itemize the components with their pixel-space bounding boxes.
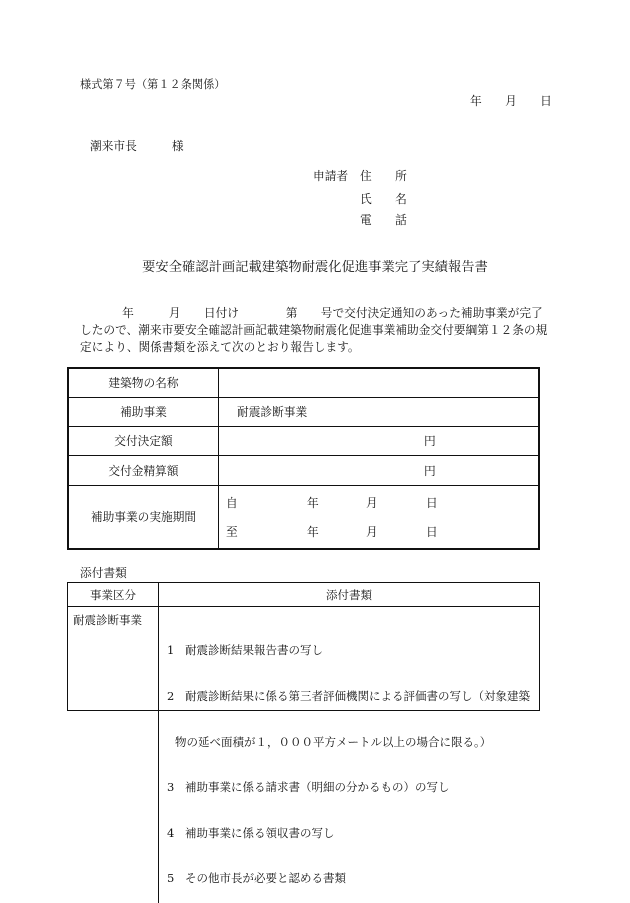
applicant-address-label: 住 所: [360, 169, 407, 183]
decided-amount-label: 交付決定額: [69, 427, 219, 456]
addressee: 潮来市長 様: [90, 139, 184, 153]
body-line: したので、潮来市要安全確認計画記載建築物耐震化促進事業補助金交付要綱第１２条の規: [80, 323, 548, 337]
list-item: [167, 643, 539, 658]
list-item-number: 5: [167, 871, 175, 886]
building-name-value: [219, 369, 538, 398]
body-line: 定により、関係書類を添えて次のとおり報告します。: [80, 340, 360, 354]
list-item-continuation: 物の延べ面積が１，０００平方メートル以上の場合に限る。）: [175, 734, 492, 749]
list-item-text: 耐震診断結果に係る第三者評価機関による評価書の写し（対象建築: [185, 689, 530, 704]
document-title: 要安全確認計画記載建築物耐震化促進事業完了実績報告書: [142, 260, 488, 275]
period-to-year: 年: [307, 525, 319, 539]
period-value: [219, 486, 538, 548]
list-item: [167, 780, 539, 795]
attachments-category: 耐震診断事業: [68, 607, 159, 903]
project-label: 補助事業: [69, 398, 219, 427]
list-item-text: 耐震診断結果報告書の写し: [185, 643, 323, 658]
list-item-number: 4: [167, 825, 175, 840]
settled-amount-unit: 円: [219, 456, 538, 486]
attachments-header-category: 事業区分: [68, 583, 159, 607]
body-line: 年 月 日付け 第 号で交付決定通知のあった補助事業が完了: [87, 306, 543, 320]
list-item-number: 2: [167, 689, 175, 704]
period-to-month: 月: [366, 525, 378, 539]
list-item-text: 補助事業に係る領収書の写し: [185, 825, 335, 840]
list-item-number: 1: [167, 643, 175, 658]
form-number: 様式第７号（第１２条関係）: [80, 78, 226, 91]
applicant-label: 申請者: [313, 169, 349, 183]
list-item-text: 補助事業に係る請求書（明細の分かるもの）の写し: [185, 780, 450, 795]
attachments-header-documents: 添付書類: [159, 583, 539, 607]
list-item: [167, 826, 539, 841]
list-item-number: 3: [167, 780, 175, 795]
attachments-document-list: [159, 607, 539, 903]
list-item-text: その他市長が必要と認める書類: [185, 871, 346, 886]
period-from-label: 自: [226, 496, 238, 510]
period-label: 補助事業の実施期間: [69, 486, 219, 548]
applicant-phone-label: 電 話: [360, 213, 407, 227]
report-table: [67, 367, 540, 550]
project-value: 耐震診断事業: [219, 398, 538, 427]
list-item: [167, 871, 539, 886]
building-name-label: 建築物の名称: [69, 369, 219, 398]
period-from-month: 月: [366, 496, 378, 510]
attachments-table: [67, 582, 540, 886]
attachments-caption: 添付書類: [80, 566, 127, 580]
decided-amount-unit: 円: [219, 427, 538, 456]
settled-amount-label: 交付金精算額: [69, 456, 219, 486]
period-from-year: 年: [307, 496, 319, 510]
period-to-day: 日: [426, 525, 438, 539]
list-item: [167, 689, 539, 704]
applicant-name-label: 氏 名: [360, 192, 407, 206]
period-from-day: 日: [426, 496, 438, 510]
date-line: 年 月 日: [470, 94, 552, 108]
period-to-label: 至: [226, 525, 238, 539]
